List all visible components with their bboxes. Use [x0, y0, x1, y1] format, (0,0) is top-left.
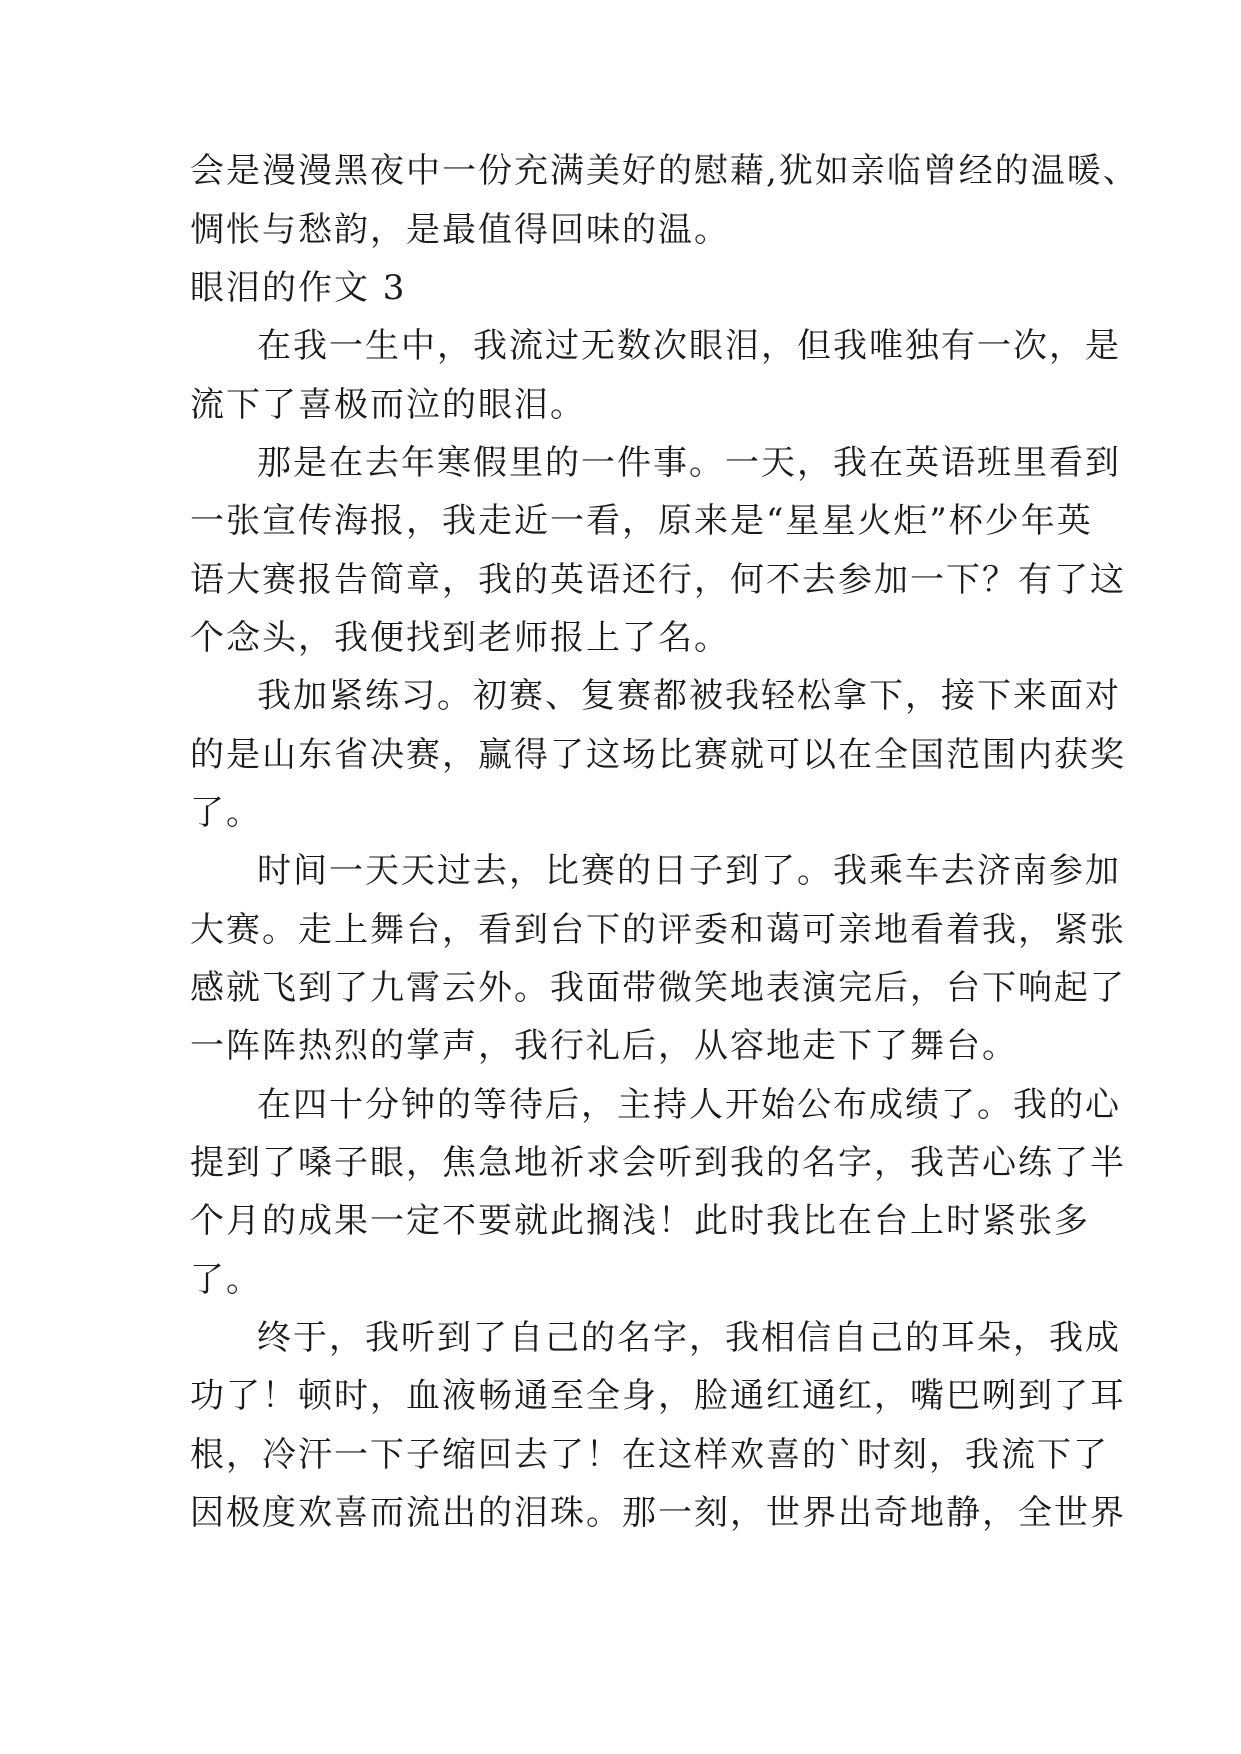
- section-title: 眼泪的作文 3: [190, 268, 407, 308]
- text-line: 个月的成果一定不要就此搁浅！此时我比在台上时紧张多: [190, 1201, 1090, 1241]
- text-line: 一阵阵热烈的掌声，我行礼后，从容地走下了舞台。: [190, 1026, 1018, 1066]
- text-line: 流下了喜极而泣的眼泪。: [190, 385, 586, 425]
- text-line: 会是漫漫黑夜中一份充满美好的慰藉,犹如亲临曾经的温暖、: [190, 151, 1139, 191]
- text-line: 的是山东省决赛，赢得了这场比赛就可以在全国范围内获奖: [190, 735, 1126, 775]
- text-line: 大赛。走上舞台，看到台下的评委和蔼可亲地看着我，紧张: [190, 910, 1126, 950]
- text-line: 语大赛报告简章，我的英语还行，何不去参加一下？有了这: [190, 560, 1126, 600]
- paragraph-start: 我加紧练习。初赛、复赛都被我轻松拿下，接下来面对: [257, 676, 1121, 716]
- paragraph-start: 终于，我听到了自己的名字，我相信自己的耳朵，我成: [257, 1318, 1121, 1358]
- text-line: 感就飞到了九霄云外。我面带微笑地表演完后，台下响起了: [190, 968, 1126, 1008]
- text-line: 了。: [190, 793, 262, 833]
- text-line: 根，冷汗一下子缩回去了！在这样欢喜的`时刻，我流下了: [190, 1435, 1109, 1475]
- paragraph-start: 在我一生中，我流过无数次眼泪，但我唯独有一次，是: [257, 326, 1121, 366]
- text-line: 个念头，我便找到老师报上了名。: [190, 618, 730, 658]
- text-line: 一张宣传海报，我走近一看，原来是“星星火炬”杯少年英: [190, 501, 1093, 541]
- text-line: 提到了嗓子眼，焦急地祈求会听到我的名字，我苦心练了半: [190, 1143, 1126, 1183]
- text-line: 因极度欢喜而流出的泪珠。那一刻，世界出奇地静，全世界: [190, 1493, 1126, 1533]
- text-line: 功了！顿时，血液畅通至全身，脸通红通红，嘴巴咧到了耳: [190, 1376, 1126, 1416]
- text-line: 惆怅与愁韵，是最值得回味的温。: [190, 210, 730, 250]
- paragraph-start: 在四十分钟的等待后，主持人开始公布成绩了。我的心: [257, 1085, 1121, 1125]
- paragraph-start: 那是在去年寒假里的一件事。一天，我在英语班里看到: [257, 443, 1121, 483]
- paragraph-start: 时间一天天过去，比赛的日子到了。我乘车去济南参加: [257, 851, 1121, 891]
- text-line: 了。: [190, 1260, 262, 1300]
